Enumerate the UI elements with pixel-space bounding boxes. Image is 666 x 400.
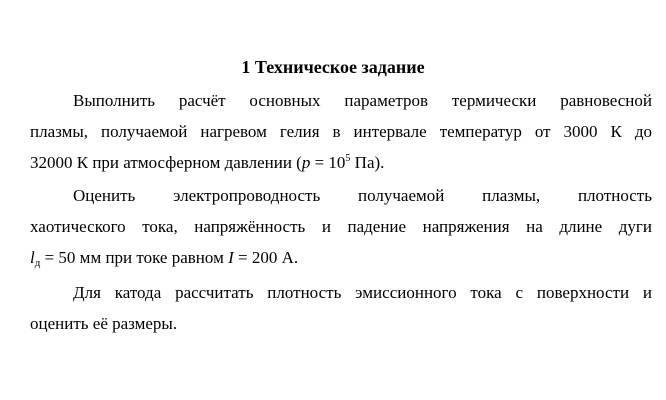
arc-length-symbol: l [30,248,35,267]
paragraph-line [30,242,652,273]
pressure-symbol: p [301,153,311,172]
exponent: 5 [345,153,351,164]
paragraph-line: хаотического тока, напряжённость и падение напряжения на длине дуги [30,217,652,236]
text-segment: = 50 мм при токе равном [40,248,229,267]
paragraph-line: Выполнить расчёт основных параметров термически равновесной [73,91,652,110]
paragraph-line: плазмы, получаемой нагревом гелия в интервале температур от 3000 К до [30,122,652,141]
paragraph-task-1 [30,85,652,178]
paragraph-line: Для катода рассчитать плотность эмиссионного тока с поверхности и [73,283,652,302]
paragraph-task-3 [30,277,652,339]
paragraph-task-2 [30,180,652,273]
text-segment: = 10 [310,153,346,172]
paragraph-line [30,147,652,178]
current-symbol: I [228,248,234,267]
section-title: 1 Техническое задание [241,57,425,77]
paragraph-line: Оценить электропроводность получаемой плазмы, плотность [73,186,652,205]
subscript: д [34,257,41,269]
text-segment: 32000 К при атмосферном давлении ( [30,153,302,172]
text-segment: Па). [350,153,385,172]
paragraph-line: оценить её размеры. [30,314,178,333]
text-segment: = 200 А. [233,248,299,267]
